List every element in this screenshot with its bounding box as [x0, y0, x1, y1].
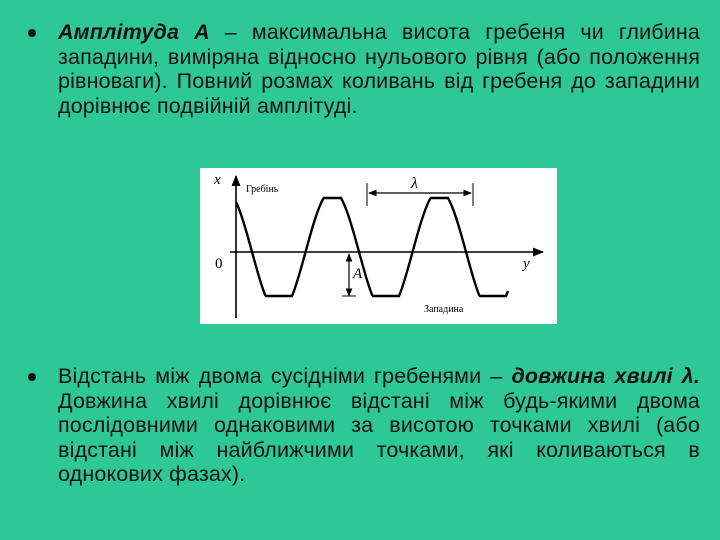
wavelength-term: довжина хвилі λ. [511, 364, 700, 388]
amplitude-dash: – [209, 20, 252, 44]
wave-diagram [200, 168, 557, 324]
bullet-marker [28, 373, 36, 381]
amplitude-paragraph [58, 20, 700, 118]
wave-curve [236, 198, 508, 296]
amplitude-label: A [353, 266, 363, 282]
amplitude-term: Амплітуда А [58, 20, 210, 44]
trough-label: Западина [424, 304, 464, 315]
bullet-amplitude [28, 20, 700, 118]
amplitude-definition: максимальна висота гребеня чи глибина западини, виміряна відносно нульового рівня (або положення рівноваги). Повний розмах коливань від гребеня до западини дорівнює подвійній амплітуді. [58, 20, 700, 118]
wave-svg [200, 168, 557, 324]
bullet-marker [28, 29, 36, 37]
axis-x-label: x [214, 172, 221, 188]
axis-y-label: y [523, 256, 530, 272]
wavelength-label: λ [411, 175, 418, 192]
bullet-wavelength [28, 364, 700, 487]
origin-label: 0 [215, 256, 223, 272]
crest-label: Гребінь [246, 184, 279, 195]
wavelength-paragraph [58, 364, 700, 487]
wavelength-intro: Відстань між двома сусідніми гребенями – [58, 364, 512, 388]
wavelength-definition: Довжина хвилі дорівнює відстані між будь-якими двома послідовними однаковими за висотою точками хвилі (або відстані між найближчими точками, які коливаються в однокових фазах). [58, 388, 700, 486]
